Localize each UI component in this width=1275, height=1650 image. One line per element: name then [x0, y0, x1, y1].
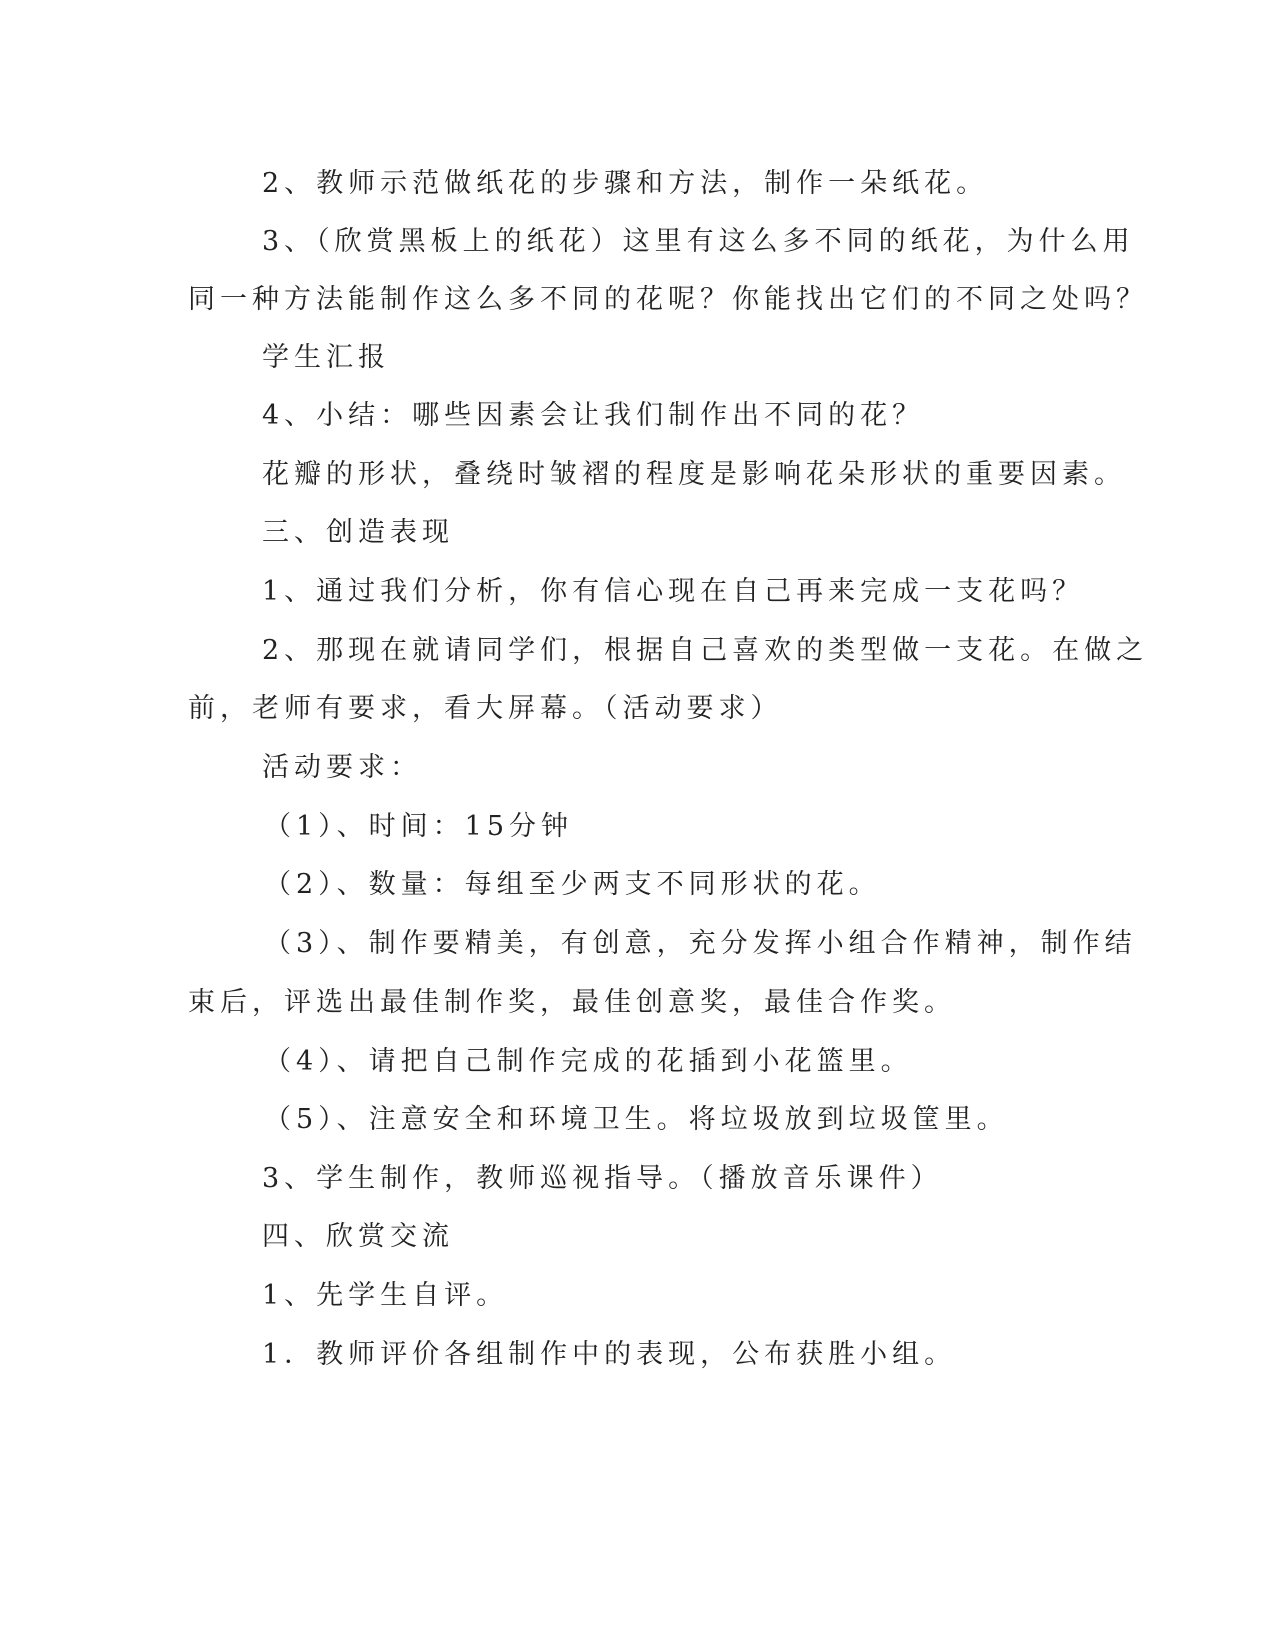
paragraph-line: 1、通过我们分析，你有信心现在自己再来完成一支花吗？ — [262, 576, 1085, 607]
paragraph-line: 花瓣的形状，叠绕时皱褶的程度是影响花朵形状的重要因素。 — [262, 459, 1126, 490]
paragraph-line: 4、小结：哪些因素会让我们制作出不同的花？ — [262, 400, 925, 431]
list-item: （4）、请把自己制作完成的花插到小花篮里。 — [264, 1046, 913, 1077]
paragraph-line: 束后，评选出最佳制作奖，最佳创意奖，最佳合作奖。 — [188, 987, 956, 1018]
paragraph-line: 2、教师示范做纸花的步骤和方法，制作一朵纸花。 — [262, 168, 989, 199]
paragraph-line: 3、（欣赏黑板上的纸花）这里有这么多不同的纸花，为什么用 — [262, 226, 1135, 257]
paragraph-line: 前，老师有要求，看大屏幕。（活动要求） — [188, 693, 783, 724]
list-item: （3）、制作要精美，有创意，充分发挥小组合作精神，制作结 — [264, 928, 1137, 959]
list-item: （2）、数量：每组至少两支不同形状的花。 — [264, 869, 881, 900]
section-heading: 四、欣赏交流 — [262, 1221, 454, 1252]
paragraph-line: 同一种方法能制作这么多不同的花呢？你能找出它们的不同之处吗？ — [188, 284, 1148, 315]
list-item: （1）、时间：15分钟 — [264, 811, 574, 842]
paragraph-line: 活动要求： — [262, 752, 422, 783]
paragraph-line: 1．教师评价各组制作中的表现，公布获胜小组。 — [262, 1339, 957, 1370]
paragraph-line: 2、那现在就请同学们，根据自己喜欢的类型做一支花。在做之 — [262, 635, 1149, 666]
paragraph-line: 1、先学生自评。 — [262, 1280, 509, 1311]
list-item: （5）、注意安全和环境卫生。将垃圾放到垃圾筐里。 — [264, 1104, 1009, 1135]
paragraph-line: 学生汇报 — [262, 342, 390, 373]
paragraph-line: 3、学生制作，教师巡视指导。（播放音乐课件） — [262, 1163, 943, 1194]
section-heading: 三、创造表现 — [262, 517, 454, 548]
